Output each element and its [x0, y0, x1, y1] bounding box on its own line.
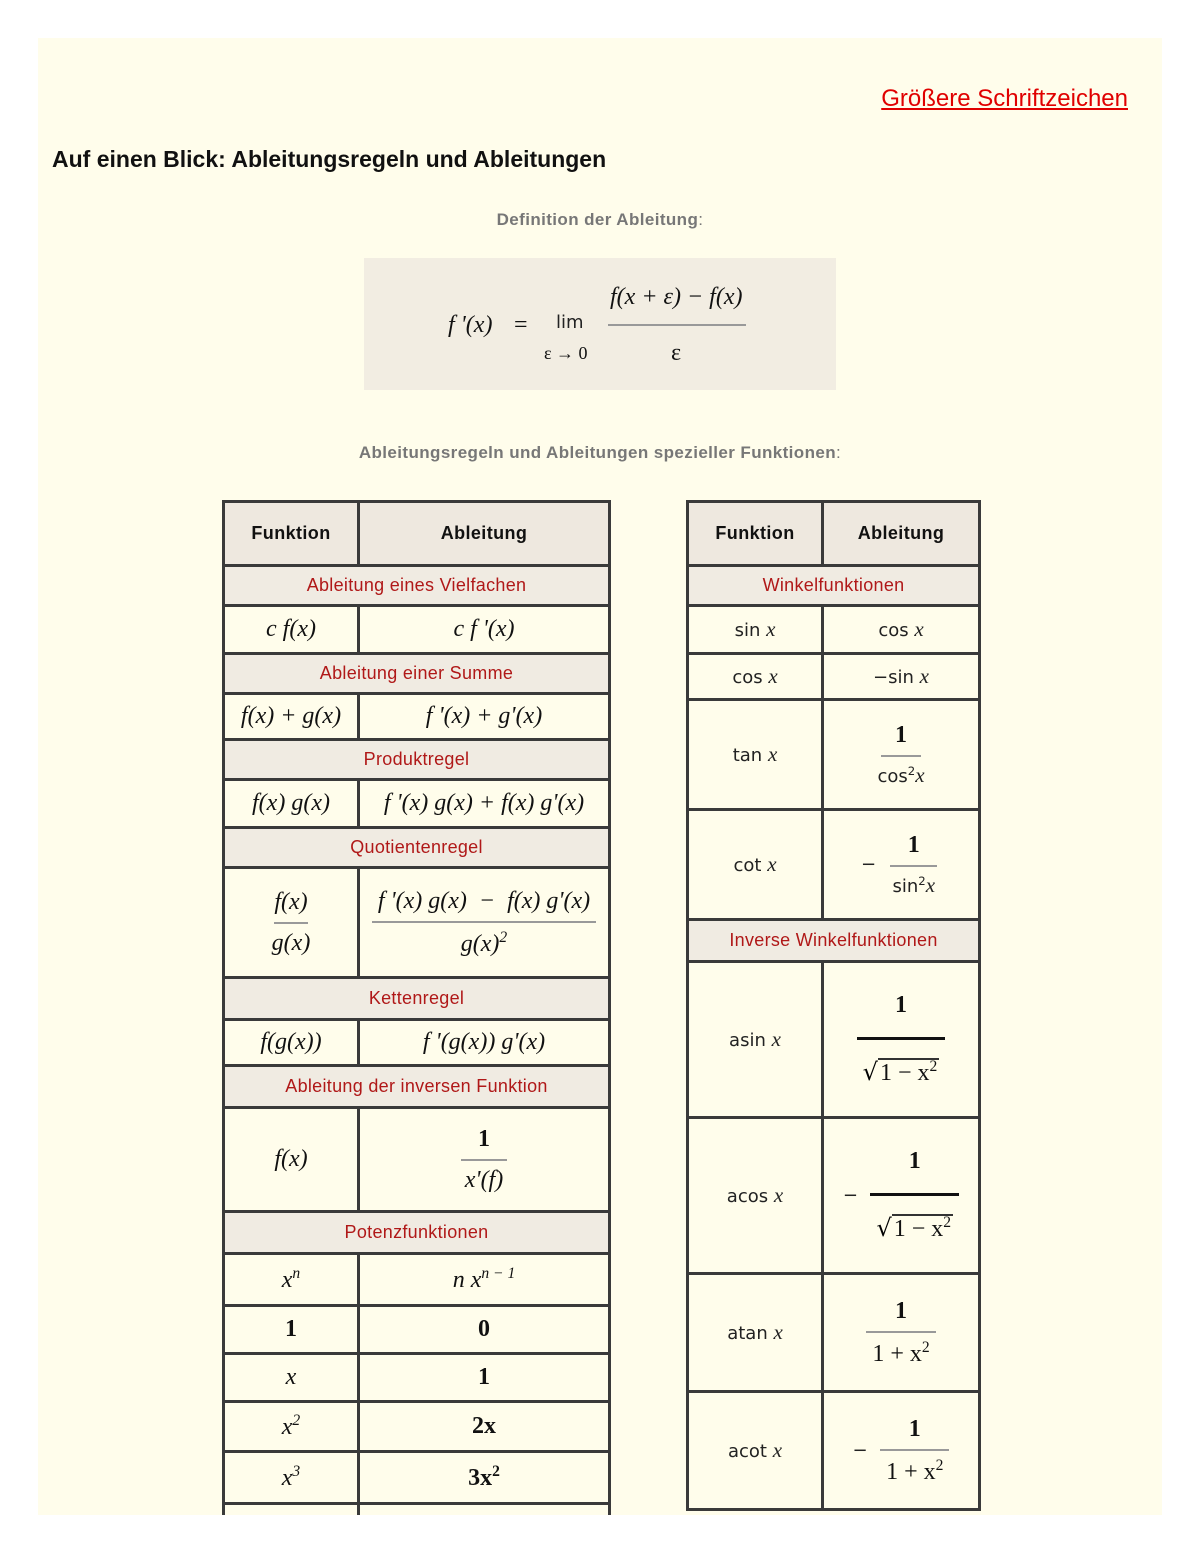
fraction-numerator: 1 [895, 721, 907, 748]
cell-function [224, 868, 359, 978]
section-multiple: Ableitung eines Vielfachen [224, 566, 610, 606]
header-derivative: Ableitung [823, 502, 980, 566]
difference-quotient-denominator: ε [671, 340, 682, 366]
cell-derivative: f '(x) + g'(x) [359, 694, 610, 740]
fraction-denominator [857, 1040, 946, 1087]
cell-derivative: f '(g(x)) g'(x) [359, 1020, 610, 1066]
fraction-denominator: $g(x)^2$ [460, 928, 508, 957]
fraction-denominator: $1 + x^2$ [886, 1456, 944, 1485]
special-functions-table [686, 500, 981, 1511]
cell-function: f(x) g(x) [224, 780, 359, 828]
cell-function: tan x [688, 700, 823, 810]
table-row [224, 1254, 610, 1306]
table-row [224, 1354, 610, 1402]
cell-function: x [224, 1354, 359, 1402]
table-row [688, 700, 980, 810]
table-row [224, 868, 610, 978]
section-row [224, 654, 610, 694]
tan-derivative-fraction [871, 722, 930, 788]
square-root: $√1 - x^2$ [862, 1058, 938, 1086]
cell-function: $x^n$ [224, 1254, 359, 1306]
cell-function: atan x [688, 1274, 823, 1392]
cell-function: acot x [688, 1392, 823, 1510]
section-row [688, 566, 980, 606]
quotient-rule-fraction [372, 888, 596, 958]
section-inverse: Ableitung der inversen Funktion [224, 1066, 610, 1108]
cot-derivative-fraction [886, 832, 941, 898]
cell-derivative: f '(x) g(x) + f(x) g'(x) [359, 780, 610, 828]
cell-derivative [823, 962, 980, 1118]
header-derivative: Ableitung [359, 502, 610, 566]
fraction-numerator: 1 [908, 1415, 921, 1442]
section-sum: Ableitung einer Summe [224, 654, 610, 694]
table-row [224, 780, 610, 828]
fraction-numerator: 1 [894, 992, 907, 1018]
table-row [224, 1452, 610, 1504]
section-row [224, 1212, 610, 1254]
table-header-row [224, 502, 610, 566]
fraction-numerator: 1 [895, 1297, 907, 1324]
cell-function: $x^3$ [224, 1452, 359, 1504]
fraction-denominator: $\cos^2x$ [877, 762, 925, 787]
table-row [688, 962, 980, 1118]
cell-function: sin x [688, 606, 823, 654]
table-row [224, 1504, 610, 1516]
fraction-numerator: 1 [908, 1148, 921, 1174]
asin-derivative-fraction [857, 992, 946, 1087]
fraction-numerator: 1 [478, 1125, 490, 1152]
larger-font-link[interactable]: Größere Schriftzeichen [881, 85, 1128, 112]
cell-derivative [823, 1392, 980, 1510]
section-row [224, 740, 610, 780]
rules-caption: Ableitungsregeln und Ableitungen spezieller Funktionen: [358, 443, 842, 462]
section-row [224, 978, 610, 1020]
cell-function: asin x [688, 962, 823, 1118]
cell-function: f(x) [224, 1108, 359, 1212]
cell-function: c f(x) [224, 606, 359, 654]
cell-derivative: 1 [359, 1354, 610, 1402]
section-row [688, 920, 980, 962]
cell-derivative: 2x [359, 1402, 610, 1452]
cell-derivative: n $x^{n - 1}$ [359, 1254, 610, 1306]
difference-quotient-numerator: f(x + ε) − f(x) [610, 284, 743, 310]
cell-derivative: 0 [359, 1306, 610, 1354]
cell-function: $x^2$ [224, 1402, 359, 1452]
table-row [224, 1402, 610, 1452]
table-row [224, 694, 610, 740]
fraction-numerator: f '(x) g(x) − f(x) g'(x) [377, 887, 591, 914]
table-row [688, 1274, 980, 1392]
definition-formula-box [364, 258, 836, 390]
lim-subscript: ε → 0 [544, 343, 588, 363]
cell-derivative: cos x [823, 606, 980, 654]
cell-derivative [359, 1504, 610, 1516]
fraction-numerator: 1 [907, 831, 920, 858]
table-row [688, 1118, 980, 1274]
fraction-denominator: $\sin^2x$ [892, 872, 936, 897]
fraction-numerator: f(x) [274, 888, 308, 915]
cell-function: cot x [688, 810, 823, 920]
fraction-denominator: g(x) [271, 929, 311, 956]
fraction-denominator: $1 + x^2$ [872, 1338, 930, 1367]
section-chain: Kettenregel [224, 978, 610, 1020]
fraction-bar [608, 324, 746, 326]
lim-label: lim [556, 312, 584, 333]
cell-derivative [823, 700, 980, 810]
atan-derivative-fraction [866, 1298, 935, 1368]
fraction-denominator [870, 1196, 959, 1243]
cell-derivative [823, 1118, 980, 1274]
page [38, 38, 1162, 1515]
section-row [224, 1066, 610, 1108]
cell-derivative: c f '(x) [359, 606, 610, 654]
table-row [224, 1306, 610, 1354]
acot-derivative-fraction [880, 1416, 949, 1486]
section-row [224, 828, 610, 868]
cell-derivative: $3x^2$ [359, 1452, 610, 1504]
fraction-denominator: x'(f) [464, 1166, 504, 1193]
cell-function: f(x) + g(x) [224, 694, 359, 740]
table-row [224, 1108, 610, 1212]
definition-caption: Definition der Ableitung: [496, 210, 704, 229]
section-trig: Winkelfunktionen [688, 566, 980, 606]
section-row [224, 566, 610, 606]
acos-derivative-fraction [870, 1148, 959, 1243]
cell-derivative [359, 868, 610, 978]
section-product: Produktregel [224, 740, 610, 780]
inverse-derivative-fraction [459, 1126, 509, 1194]
minus-sign: − [842, 1185, 858, 1206]
cell-derivative [359, 1108, 610, 1212]
cell-function [224, 1504, 359, 1516]
table-header-row [688, 502, 980, 566]
page-title: Auf einen Blick: Ableitungsregeln und Ableitungen [52, 146, 607, 172]
table-row [224, 1020, 610, 1066]
cell-function: f(g(x)) [224, 1020, 359, 1066]
table-row [688, 810, 980, 920]
header-function: Funktion [224, 502, 359, 566]
cell-derivative [823, 1274, 980, 1392]
cell-derivative: −sin x [823, 654, 980, 700]
table-row [688, 606, 980, 654]
quotient-function-fraction [266, 889, 317, 957]
square-root: $√1 - x^2$ [876, 1214, 952, 1242]
derivative-symbol: f '(x) [448, 312, 493, 338]
cell-function: acos x [688, 1118, 823, 1274]
minus-sign: − [852, 1440, 868, 1461]
derivative-rules-table [222, 500, 611, 1515]
table-row [688, 1392, 980, 1510]
cell-derivative [823, 810, 980, 920]
cell-function: cos x [688, 654, 823, 700]
section-inverse-trig: Inverse Winkelfunktionen [688, 920, 980, 962]
cell-function: 1 [224, 1306, 359, 1354]
minus-sign: − [860, 854, 877, 875]
equals-sign: = [514, 312, 528, 338]
table-row [224, 606, 610, 654]
header-function: Funktion [688, 502, 823, 566]
table-row [688, 654, 980, 700]
section-power: Potenzfunktionen [224, 1212, 610, 1254]
section-quotient: Quotientenregel [224, 828, 610, 868]
